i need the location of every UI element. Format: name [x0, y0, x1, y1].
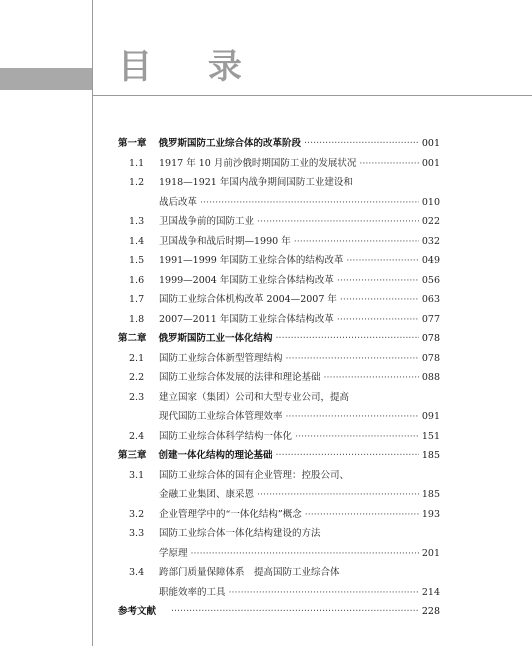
toc-entry-title: 国防工业综合体新型管理结构: [159, 352, 283, 364]
toc-section-entry[interactable]: [118, 368, 440, 388]
toc-section-entry[interactable]: [118, 193, 440, 213]
toc-entry-title: 1991—1999 年国防工业综合体的结构改革: [159, 255, 344, 266]
toc-leader-dots: [294, 232, 419, 252]
toc-page-number: 193: [421, 508, 440, 520]
toc-page-number: 010: [421, 196, 440, 208]
toc-section-number: 2.4: [129, 430, 145, 442]
toc-leader-dots: [257, 485, 419, 505]
toc-entry-title: 1999—2004 年国防工业综合体结构改革: [159, 274, 334, 286]
toc-entry-title: 卫国战争前的国防工业: [159, 216, 255, 227]
toc-chapter-label: 第二章: [118, 333, 147, 344]
toc-entry-title: 学原理: [159, 547, 188, 559]
toc-entry-title: 国防工业综合体发展的法律和理论基础: [159, 372, 321, 383]
toc-section-number: 3.4: [129, 567, 145, 578]
toc-chapter-entry[interactable]: [118, 446, 440, 466]
header-horizontal-rule: [92, 95, 532, 96]
toc-page-number: 001: [421, 138, 440, 149]
toc-chapter-entry[interactable]: [118, 602, 440, 622]
toc-page-number: 078: [421, 352, 440, 364]
toc-section-number: 2.2: [129, 372, 145, 383]
toc-section-number: 3.2: [129, 508, 145, 520]
toc-section-entry[interactable]: [118, 563, 440, 583]
toc-entry-title: 建立国家（集团）公司和大型专业公司，提高: [159, 391, 350, 403]
toc-leader-dots: [337, 310, 419, 330]
toc-entry-title: 2007—2011 年国防工业综合体结构改革: [159, 313, 334, 325]
toc-entry-title: 职能效率的工具: [159, 586, 226, 598]
toc-entry-title: 战后改革: [159, 196, 198, 208]
toc-entry-title: 1917 年 10 月前沙俄时期国防工业的发展状况: [159, 157, 357, 169]
toc-page-number: 077: [421, 313, 440, 325]
toc-entry-title: 俄罗斯国防工业综合体的改革阶段: [158, 138, 302, 149]
toc-section-entry[interactable]: [118, 466, 440, 486]
toc-section-entry[interactable]: [118, 290, 440, 310]
toc-page-number: 078: [421, 333, 440, 344]
toc-chapter-entry[interactable]: [118, 329, 440, 349]
toc-section-entry[interactable]: [118, 154, 440, 174]
toc-leader-dots: [286, 407, 419, 427]
page-title: 目 录: [118, 47, 264, 87]
toc-page-number: 063: [421, 294, 440, 305]
toc-leader-dots: [276, 446, 419, 466]
toc-section-number: 1.6: [129, 274, 145, 286]
table-of-contents: [118, 134, 440, 622]
toc-page-number: 088: [421, 372, 440, 383]
toc-leader-dots: [304, 134, 419, 154]
toc-page-number: 151: [421, 430, 440, 442]
toc-leader-dots: [200, 193, 419, 213]
toc-section-entry[interactable]: [118, 388, 440, 408]
toc-section-entry[interactable]: [118, 232, 440, 252]
toc-page-number: 056: [421, 274, 440, 286]
toc-leader-dots: [337, 271, 419, 291]
toc-section-entry[interactable]: [118, 310, 440, 330]
toc-section-number: 1.5: [129, 255, 145, 266]
toc-section-number: 1.8: [129, 313, 145, 325]
toc-entry-title: 国防工业综合体机构改革 2004—2007 年: [159, 294, 337, 305]
toc-entry-title: 卫国战争和战后时期—1990 年: [159, 235, 291, 247]
toc-entry-title: 国防工业综合体科学结构一体化: [159, 430, 293, 442]
toc-section-number: 3.3: [129, 528, 145, 539]
toc-page-number: 091: [421, 411, 440, 422]
toc-page-number: 185: [421, 450, 440, 461]
toc-chapter-label: 第三章: [118, 450, 147, 461]
toc-section-number: 1.2: [129, 177, 145, 188]
toc-entry-title: 俄罗斯国防工业一体化结构: [158, 333, 273, 344]
toc-page-number: 001: [421, 157, 440, 169]
toc-section-number: 1.7: [129, 294, 145, 305]
toc-section-number: 1.4: [129, 235, 145, 247]
toc-section-entry[interactable]: [118, 271, 440, 291]
toc-entry-title: 创建一体化结构的理论基础: [158, 450, 273, 461]
toc-page-number: 022: [421, 216, 440, 227]
toc-section-entry[interactable]: [118, 505, 440, 525]
toc-section-entry[interactable]: [118, 524, 440, 544]
margin-vertical-rule: [92, 0, 93, 646]
toc-leader-dots: [295, 427, 419, 447]
header-gray-bar: [0, 68, 92, 90]
toc-page-number: 201: [421, 547, 440, 559]
toc-page-number: 049: [421, 255, 440, 266]
toc-entry-title: 现代国防工业综合体管理效率: [159, 411, 283, 422]
toc-page-number: 228: [421, 606, 440, 617]
toc-section-number: 1.3: [129, 216, 145, 227]
toc-leader-dots: [229, 583, 419, 603]
toc-section-entry[interactable]: [118, 427, 440, 447]
toc-section-number: 2.1: [129, 352, 145, 364]
toc-entry-title: 国防工业综合体的国有企业管理：控股公司、: [159, 469, 350, 481]
toc-leader-dots: [305, 505, 419, 525]
toc-section-entry[interactable]: [118, 407, 440, 427]
toc-section-number: 1.1: [129, 157, 145, 169]
toc-page-number: 185: [421, 489, 440, 500]
toc-section-entry[interactable]: [118, 212, 440, 232]
toc-section-entry[interactable]: [118, 485, 440, 505]
toc-leader-dots: [340, 290, 419, 310]
toc-section-entry[interactable]: [118, 544, 440, 564]
toc-leader-dots: [359, 154, 419, 174]
toc-entry-title: 1918—1921 年国内战争期间国防工业建设和: [159, 177, 353, 188]
toc-entry-title: 企业管理学中的“一体化结构”概念: [159, 508, 302, 520]
toc-section-entry[interactable]: [118, 251, 440, 271]
toc-section-entry[interactable]: [118, 349, 440, 369]
toc-entry-title: 国防工业综合体一体化结构建设的方法: [159, 528, 321, 539]
toc-section-entry[interactable]: [118, 173, 440, 193]
toc-chapter-label: 第一章: [118, 138, 147, 149]
toc-chapter-entry[interactable]: [118, 134, 440, 154]
toc-page-number: 214: [421, 586, 440, 598]
toc-section-entry[interactable]: [118, 583, 440, 603]
toc-leader-dots: [324, 368, 419, 388]
toc-page-number: 032: [421, 235, 440, 247]
toc-leader-dots: [286, 349, 419, 369]
toc-chapter-label: 参考文献: [118, 606, 157, 617]
toc-leader-dots: [276, 329, 419, 349]
toc-entry-title: 跨部门质量保障体系 提高国防工业综合体: [159, 567, 340, 578]
toc-leader-dots: [171, 602, 419, 622]
toc-section-number: 2.3: [129, 391, 145, 403]
toc-section-number: 3.1: [129, 469, 145, 481]
toc-leader-dots: [346, 251, 418, 271]
toc-leader-dots: [191, 544, 419, 564]
toc-leader-dots: [257, 212, 419, 232]
toc-entry-title: 金融工业集团、康采恩: [159, 489, 255, 500]
